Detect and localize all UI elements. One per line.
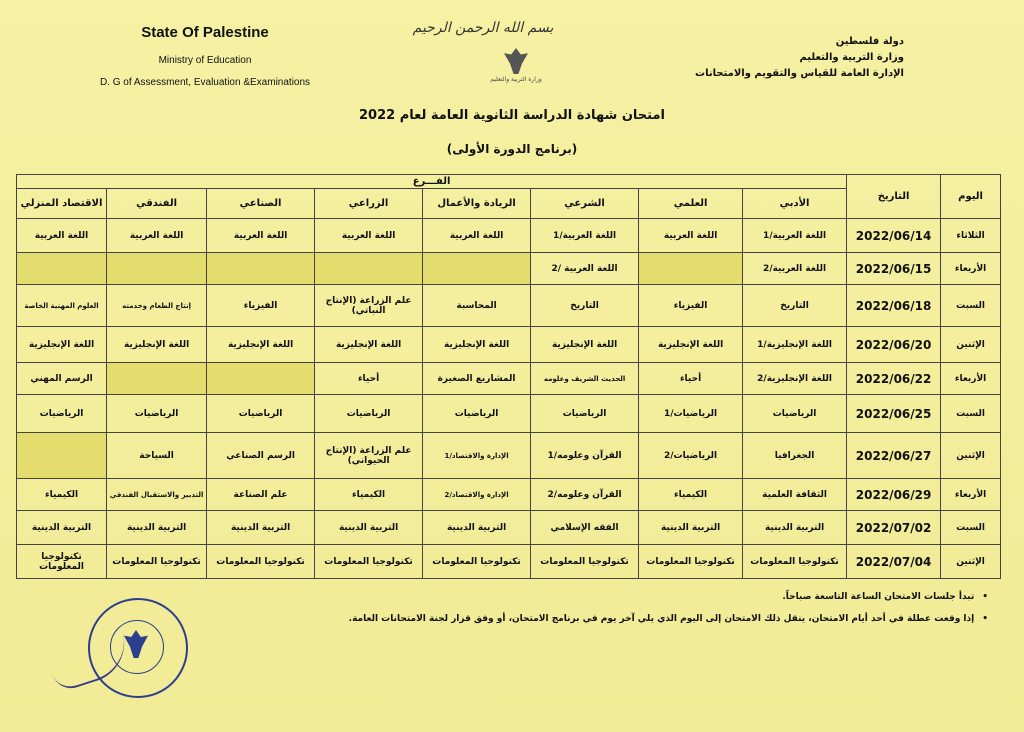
subject-cell: اللغة الإنجليزية [107,327,207,363]
subject-cell [17,433,107,479]
branch-header: الفـــرع [17,175,847,189]
date-cell: 2022/06/18 [847,285,941,327]
subject-cell: القرآن وعلومه/2 [531,479,639,511]
date-cell: 2022/06/29 [847,479,941,511]
header-ar-ministry: وزارة التربية والتعليم [799,52,904,63]
subject-cell: تكنولوجيا المعلومات [315,545,423,579]
subject-cell: الرياضيات [743,395,847,433]
subject-cell: التربية الدينية [207,511,315,545]
table-row [17,545,1001,579]
subject-cell: الرياضيات/1 [639,395,743,433]
branch-col-header: الأدبي [743,189,847,219]
date-cell: 2022/06/25 [847,395,941,433]
branch-col-header: الصناعي [207,189,315,219]
subject-cell: تكنولوجيا المعلومات [531,545,639,579]
subject-cell: الفقه الإسلامي [531,511,639,545]
subject-cell: الرياضيات [423,395,531,433]
table-row [17,479,1001,511]
subject-cell: اللغة الإنجليزية [17,327,107,363]
day-cell: الثلاثاء [941,219,1001,253]
date-cell: 2022/06/14 [847,219,941,253]
branch-col-header: العلمي [639,189,743,219]
subject-cell: تكنولوجيا المعلومات [17,545,107,579]
subject-cell: التربية الدينية [743,511,847,545]
subject-cell: السياحة [107,433,207,479]
subject-cell: اللغة العربية /2 [531,253,639,285]
official-stamp-icon [88,598,188,698]
header-en-ministry: Ministry of Education [158,55,252,66]
subject-cell: اللغة العربية [315,219,423,253]
branch-col-header: الزراعي [315,189,423,219]
subject-cell: الكيمياء [315,479,423,511]
subject-cell: المحاسبة [423,285,531,327]
subject-cell [423,253,531,285]
subject-cell: تكنولوجيا المعلومات [207,545,315,579]
subject-cell: الرسم المهني [17,363,107,395]
day-cell: السبت [941,395,1001,433]
date-cell: 2022/06/22 [847,363,941,395]
table-row [17,511,1001,545]
date-cell: 2022/06/20 [847,327,941,363]
subject-cell [207,363,315,395]
subject-cell: الرياضيات [17,395,107,433]
subject-cell [17,253,107,285]
subject-cell: الحديث الشريف وعلومه [531,363,639,395]
subject-cell: الرسم الصناعي [207,433,315,479]
subject-cell: الرياضيات [315,395,423,433]
table-row [17,327,1001,363]
note-text: إذا وقعت عطلة في أحد أيام الامتحان، ينقل ذلك الامتحان إلى اليوم الذي يلي آخر يوم في برنامج الامتحان، أو وفق قرار لجنة الامتحانات العامة. [348,614,975,624]
subject-cell: التربية الدينية [17,511,107,545]
bullet-icon: • [982,614,988,624]
branch-col-header: الريادة والأعمال [423,189,531,219]
subject-cell: تكنولوجيا المعلومات [423,545,531,579]
day-cell: الإثنين [941,545,1001,579]
subject-cell: الرياضيات [107,395,207,433]
subject-cell: التدبير والاستقبال الفندقي [107,479,207,511]
header-ar-directorate: الإدارة العامة للقياس والتقويم والامتحانات [695,68,904,79]
bullet-icon: • [982,592,988,602]
subject-cell: اللغة العربية/1 [743,219,847,253]
subject-cell: الفيزياء [207,285,315,327]
subject-cell [107,253,207,285]
subject-cell: اللغة العربية [17,219,107,253]
subject-cell: التربية الدينية [107,511,207,545]
subject-cell: الجغرافيا [743,433,847,479]
day-cell: الأربعاء [941,253,1001,285]
table-row [17,395,1001,433]
subject-cell: اللغة الإنجليزية/2 [743,363,847,395]
emblem-icon [488,48,544,88]
table-row [17,285,1001,327]
notes-section [208,592,988,636]
subject-cell: اللغة العربية [207,219,315,253]
page-subtitle: (برنامج الدورة الأولى) [446,142,578,156]
subject-cell: علم الزراعة (الإنتاج الحيواني) [315,433,423,479]
subject-cell: المشاريع الصغيرة [423,363,531,395]
subject-cell: العلوم المهنية الخاصة [17,285,107,327]
subject-cell: الرياضيات [207,395,315,433]
header-arabic [684,36,904,79]
day-cell: السبت [941,511,1001,545]
subject-cell: تكنولوجيا المعلومات [743,545,847,579]
date-header: التاريخ [847,175,941,219]
subject-cell: اللغة الإنجليزية [639,327,743,363]
day-cell: الأربعاء [941,363,1001,395]
subject-cell: اللغة الإنجليزية [315,327,423,363]
subject-cell: الرياضيات/2 [639,433,743,479]
subject-cell: الكيمياء [17,479,107,511]
subject-cell: تكنولوجيا المعلومات [107,545,207,579]
note-item [208,614,988,624]
date-cell: 2022/07/02 [847,511,941,545]
table-row [17,253,1001,285]
day-cell: السبت [941,285,1001,327]
subject-cell: علم الصناعة [207,479,315,511]
day-header: اليوم [941,175,1001,219]
subject-cell: التربية الدينية [315,511,423,545]
subject-cell [639,253,743,285]
subject-cell: اللغة الإنجليزية [531,327,639,363]
branch-col-header: الفندقي [107,189,207,219]
day-cell: الإثنين [941,433,1001,479]
subject-cell [207,253,315,285]
subject-cell: التاريخ [743,285,847,327]
header-ar-state: دولة فلسطين [835,36,904,47]
subject-cell: اللغة العربية [107,219,207,253]
subject-cell [315,253,423,285]
subject-cell: أحياء [315,363,423,395]
subject-cell: القرآن وعلومه/1 [531,433,639,479]
page-title: امتحان شهادة الدراسة الثانوية العامة لعام 2022 [359,108,665,123]
subject-cell: الكيمياء [639,479,743,511]
date-cell: 2022/06/15 [847,253,941,285]
subject-cell: علم الزراعة (الإنتاج النباتي) [315,285,423,327]
basmala-calligraphy: بسم الله الرحمن الرحيم [412,20,554,36]
subject-cell: اللغة العربية/1 [531,219,639,253]
emblem-caption: وزارة التربية والتعليم [490,76,542,83]
subject-cell: اللغة الإنجليزية [207,327,315,363]
table-row [17,363,1001,395]
branch-col-header: الشرعي [531,189,639,219]
date-cell: 2022/07/04 [847,545,941,579]
subject-cell [107,363,207,395]
subject-cell: الثقافة العلمية [743,479,847,511]
header-en-directorate: D. G of Assessment, Evaluation &Examinations [99,77,311,88]
subject-cell: الإدارة والاقتصاد/2 [423,479,531,511]
subject-cell: الفيزياء [639,285,743,327]
subject-cell: اللغة الإنجليزية/1 [743,327,847,363]
subject-cell: التربية الدينية [639,511,743,545]
subject-cell: التربية الدينية [423,511,531,545]
subject-cell: اللغة العربية/2 [743,253,847,285]
subject-cell: اللغة العربية [423,219,531,253]
subject-cell: اللغة العربية [639,219,743,253]
note-item [208,592,988,602]
schedule-table [16,174,1001,579]
day-cell: الإثنين [941,327,1001,363]
subject-cell: الرياضيات [531,395,639,433]
header-en-state: State Of Palestine [141,24,269,41]
subject-cell: الإدارة والاقتصاد/1 [423,433,531,479]
note-text: تبدأ جلسات الامتحان الساعة التاسعة صباحاً. [782,592,975,602]
date-cell: 2022/06/27 [847,433,941,479]
table-row [17,433,1001,479]
subject-cell: اللغة الإنجليزية [423,327,531,363]
subject-cell: تكنولوجيا المعلومات [639,545,743,579]
subject-cell: التاريخ [531,285,639,327]
table-row [17,219,1001,253]
day-cell: الأربعاء [941,479,1001,511]
subject-cell: إنتاج الطعام وخدمته [107,285,207,327]
subject-cell: أحياء [639,363,743,395]
header-english [40,24,370,88]
eagle-icon [504,48,528,74]
branch-col-header: الاقتصاد المنزلي [17,189,107,219]
